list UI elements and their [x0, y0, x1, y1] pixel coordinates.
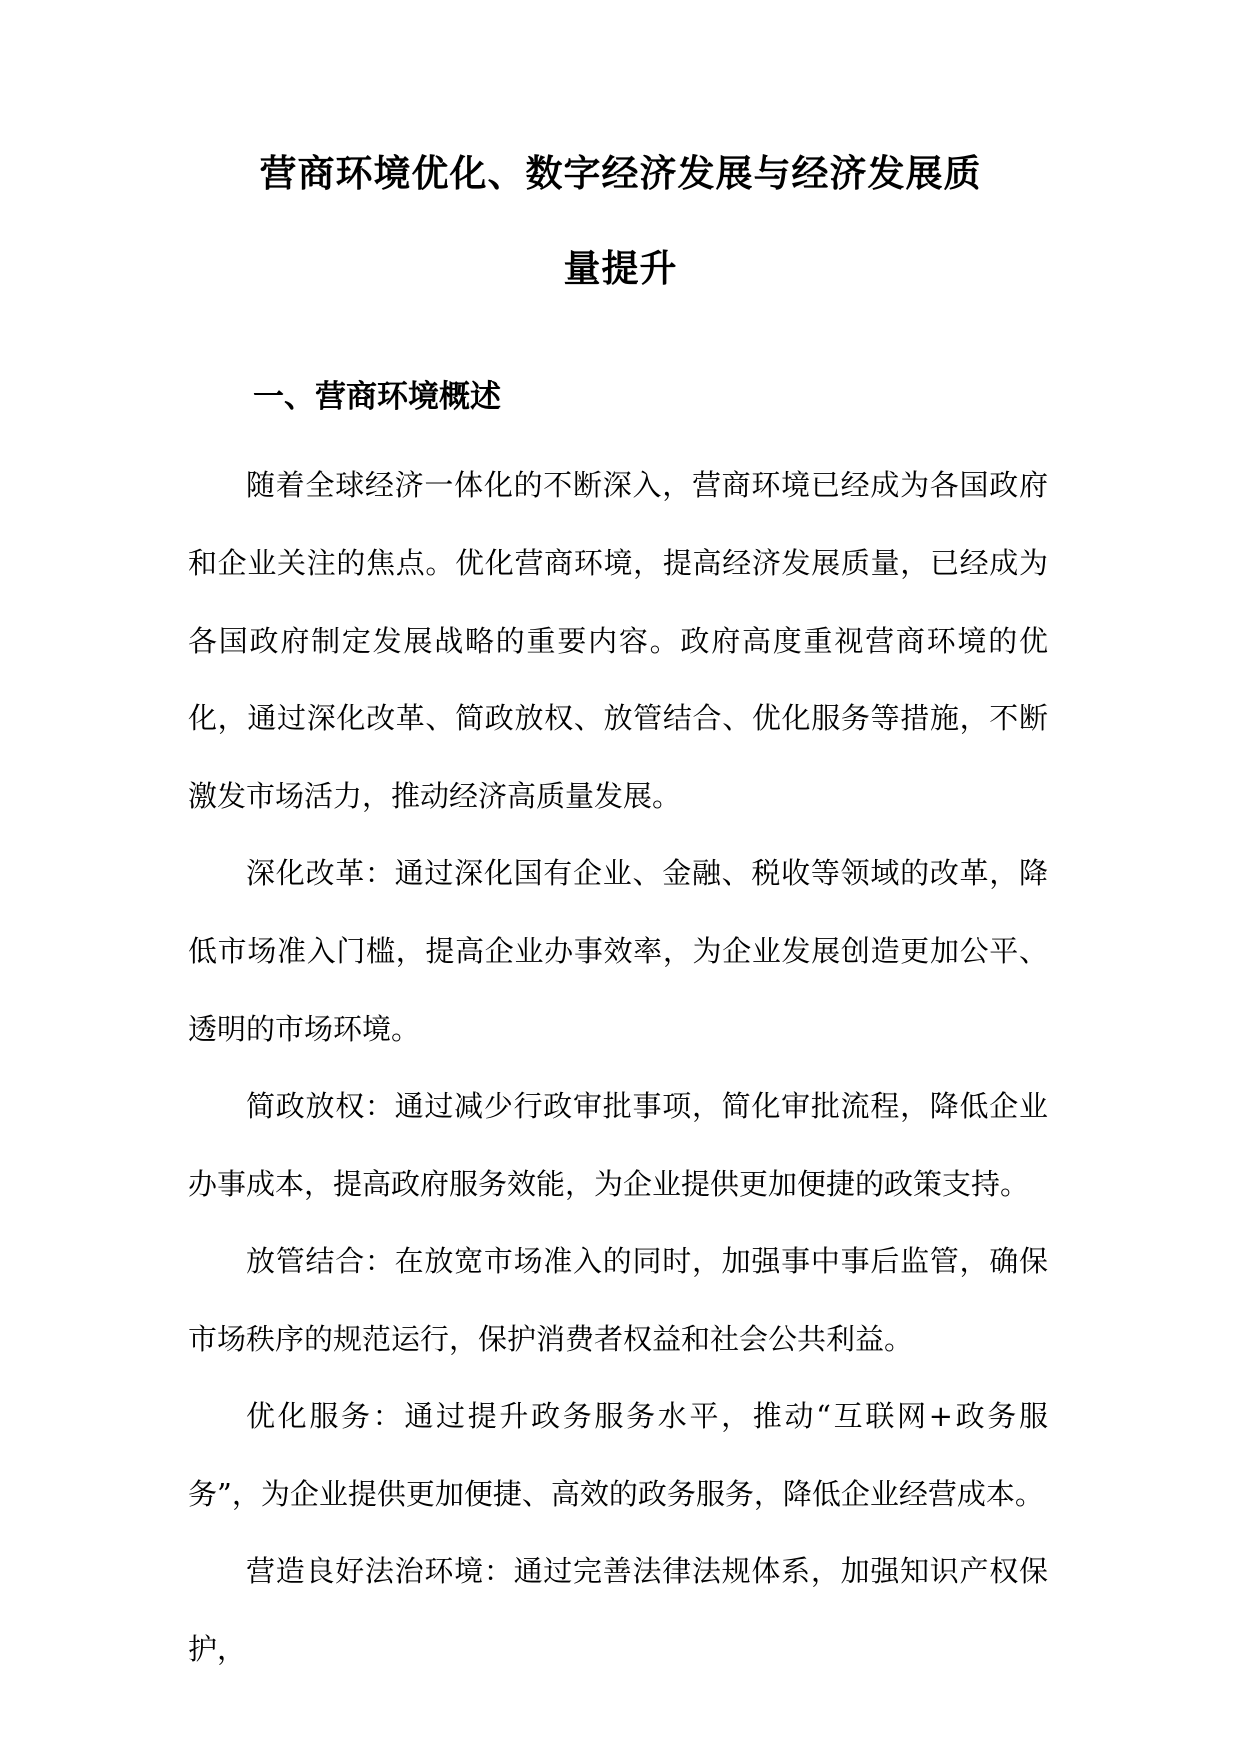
paragraph-rule-of-law: 营造良好法治环境：通过完善法律法规体系，加强知识产权保护， — [188, 1554, 1048, 1666]
document-title-line-1: 营商环境优化、数字经济发展与经济发展质 — [259, 152, 982, 195]
paragraph-optimize-services: 优化服务：通过提升政务服务水平，推动“互联网+政务服务”，为企业提供更加便捷、高效的政务服务，降低企业经营成本。 — [188, 1399, 1048, 1511]
paragraph-intro: 随着全球经济一体化的不断深入，营商环境已经成为各国政府和企业关注的焦点。优化营商环境，提高经济发展质量，已经成为各国政府制定发展战略的重要内容。政府高度重视营商环境的优化，通过深化改革、简政放权、放管结合、优化服务等措施，不断激发市场活力，推动经济高质量发展。 — [188, 468, 1048, 814]
document-title-line-2: 量提升 — [563, 247, 678, 290]
paragraph-regulation: 放管结合：在放宽市场准入的同时，加强事中事后监管，确保市场秩序的规范运行，保护消费者权益和社会公共利益。 — [188, 1244, 1048, 1356]
paragraph-deepen-reform: 深化改革：通过深化国有企业、金融、税收等领域的改革，降低市场准入门槛，提高企业办事效率，为企业发展创造更加公平、透明的市场环境。 — [188, 856, 1048, 1046]
paragraph-streamline-administration: 简政放权：通过减少行政审批事项，简化审批流程，降低企业办事成本，提高政府服务效能，为企业提供更加便捷的政策支持。 — [188, 1089, 1048, 1201]
section-heading: 一、营商环境概述 — [253, 379, 501, 415]
